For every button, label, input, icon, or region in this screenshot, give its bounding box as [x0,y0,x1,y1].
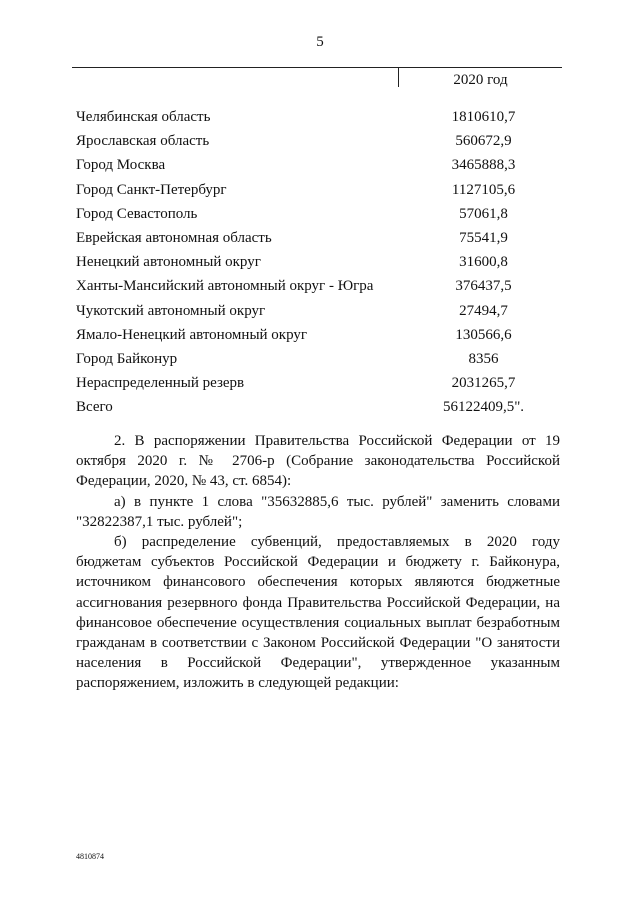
region-name: Город Байконур [76,350,178,367]
paragraph-2: 2. В распоряжении Правительства Российской Федерации от 19 октября 2020 г. № 2706-р (Собрание законодательства Российской Федерации, 2020, № 43, ст. 6854): [76,433,560,490]
paragraph-a: а) в пункте 1 слова "35632885,6 тыс. рублей" заменить словами "32822387,1 тыс. рублей"; [76,493,560,530]
region-name: Всего [76,399,113,416]
region-name: Нераспределенный резерв [76,375,245,392]
region-name: Город Санкт-Петербург [76,181,227,198]
region-value: 2031265,7 [451,375,516,392]
table-row [76,303,566,327]
table-row [76,375,566,399]
region-value: 560672,9 [455,133,512,150]
region-name: Еврейская автономная область [76,229,272,246]
subsidy-table [76,109,566,423]
table-row [76,157,566,181]
region-name: Ханты-Мансийский автономный округ - Югра [76,278,374,295]
region-value: 3465888,3 [451,157,516,174]
table-header-rule [72,67,562,68]
region-name: Ярославская область [76,133,210,150]
page-number: 5 [316,34,324,50]
region-value: 56122409,5". [442,399,525,416]
table-row [76,278,566,302]
region-value: 27494,7 [459,302,508,319]
region-name: Ненецкий автономный округ [76,254,261,271]
region-name: Город Москва [76,157,166,174]
table-row [76,399,566,423]
table-row [76,133,566,157]
document-code: 4810874 [76,852,104,861]
region-value: 1127105,6 [451,181,516,198]
table-row [76,109,566,133]
table-column-header: 2020 год [453,72,508,88]
region-name: Ямало-Ненецкий автономный округ [76,326,308,343]
region-name: Челябинская область [76,109,211,125]
region-name: Город Севастополь [76,205,198,222]
table-row [76,327,566,351]
table-row [76,182,566,206]
table-row [76,254,566,278]
region-value: 57061,8 [459,205,508,222]
region-value: 75541,9 [459,229,508,246]
body-text [76,431,560,694]
table-row [76,230,566,254]
region-name: Чукотский автономный округ [76,302,266,319]
paragraph-b: б) распределение субвенций, предоставляемых в 2020 году бюджетам субъектов Российской Федерации и бюджету г. Байконура, источником финансового обеспечения которых являются бюджетные ассигнования резервного фонда Правительства Российской Федерации, на финансовое обеспечение осуществления социальных выплат безработным гражданам в соответствии с Законом Российской Федерации "О занятости населения в Российской Федерации", утвержденное указанным распоряжением, изложить в следующей редакции: [76,534,560,692]
region-value: 8356 [468,350,499,367]
table-row [76,206,566,230]
region-value: 130566,6 [455,326,512,343]
region-value: 1810610,7 [451,109,516,125]
region-value: 31600,8 [459,254,508,271]
table-row [76,351,566,375]
region-value: 376437,5 [455,278,512,295]
